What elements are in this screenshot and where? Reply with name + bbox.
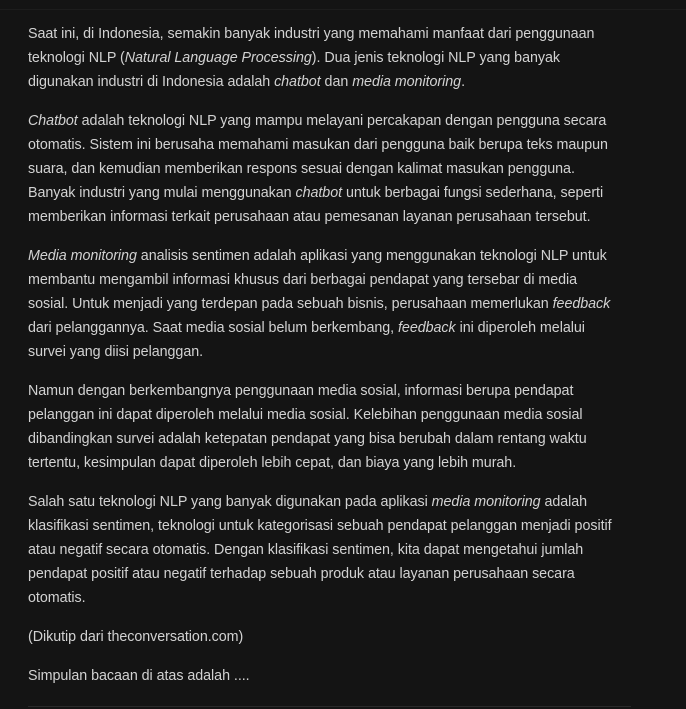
text-run: tertentu, kesimpulan dapat diperoleh lebih cepat, dan biaya yang lebih murah.: [28, 455, 517, 471]
text-line: [28, 205, 648, 229]
text-line: [28, 538, 648, 562]
italic-term: Chatbot: [28, 113, 78, 129]
text-line: [28, 379, 648, 403]
text-run: dan: [320, 74, 353, 90]
text-line: [28, 664, 648, 688]
text-run: suara, dan kemudian memberikan respons sesuai dengan kalimat masukan pengguna.: [28, 161, 575, 177]
text-line: [28, 316, 648, 340]
text-line: [28, 181, 648, 205]
text-run: otomatis.: [28, 590, 86, 606]
text-run: memberikan informasi terkait perusahaan atau pemesanan layanan perusahaan tersebut.: [28, 209, 591, 225]
text-run: Simpulan bacaan di atas adalah ....: [28, 668, 250, 684]
text-run: teknologi NLP (: [28, 50, 125, 66]
text-run: ). Dua jenis teknologi NLP yang banyak: [311, 50, 560, 66]
paragraph-sentiment-classification: [28, 490, 648, 610]
italic-term: media monitoring: [352, 74, 462, 90]
text-line: [28, 625, 648, 649]
text-line: [28, 70, 648, 94]
paragraph-social-media: [28, 379, 648, 475]
text-line: [28, 514, 648, 538]
italic-term: Media monitoring: [28, 248, 137, 264]
text-run: adalah: [540, 494, 588, 510]
italic-term: feedback: [552, 296, 611, 312]
text-run: Salah satu teknologi NLP yang banyak digunakan pada aplikasi: [28, 494, 432, 510]
text-line: [28, 340, 648, 364]
text-line: [28, 586, 648, 610]
text-run: Saat ini, di Indonesia, semakin banyak industri yang memahami manfaat dari penggunaan: [28, 26, 595, 42]
italic-term: chatbot: [295, 185, 343, 201]
paragraph-chatbot: [28, 109, 648, 229]
text-run: (Dikutip dari theconversation.com): [28, 629, 244, 645]
text-line: [28, 562, 648, 586]
text-run: dari pelanggannya. Saat media sosial belum berkembang,: [28, 320, 398, 336]
text-line: [28, 133, 648, 157]
text-run: pendapat positif atau negatif terhadap sebuah produk atau layanan perusahaan secara: [28, 566, 575, 582]
text-run: sosial. Untuk menjadi yang terdepan pada sebuah bisnis, perusahaan memerlukan: [28, 296, 553, 312]
text-run: membantu mengambil informasi khusus dari berbagai pendapat yang tersebar di media: [28, 272, 578, 288]
text-run: adalah teknologi NLP yang mampu melayani percakapan dengan pengguna secara: [77, 113, 607, 129]
text-run: atau negatif secara otomatis. Dengan klasifikasi sentimen, kita dapat mengetahui jumlah: [28, 542, 584, 558]
text-line: [28, 268, 648, 292]
text-run: ini diperoleh melalui: [455, 320, 585, 336]
paragraph-intro: [28, 22, 648, 94]
text-line: [28, 427, 648, 451]
bottom-divider: [28, 706, 631, 707]
text-run: otomatis. Sistem ini berusaha memahami masukan dari pengguna baik berupa teks maupun: [28, 137, 608, 153]
text-line: [28, 490, 648, 514]
italic-term: feedback: [398, 320, 456, 336]
text-run: Namun dengan berkembangnya penggunaan media sosial, informasi berupa pendapat: [28, 383, 574, 399]
text-line: [28, 403, 648, 427]
text-run: dibandingkan survei adalah ketepatan pendapat yang bisa berubah dalam rentang waktu: [28, 431, 587, 447]
text-line: [28, 109, 648, 133]
text-line: [28, 22, 648, 46]
text-line: [28, 46, 648, 70]
question-prompt: [28, 664, 648, 688]
text-run: Banyak industri yang mulai menggunakan: [28, 185, 296, 201]
text-run: .: [461, 74, 465, 90]
text-run: digunakan industri di Indonesia adalah: [28, 74, 275, 90]
text-line: [28, 157, 648, 181]
italic-term: Natural Language Processing: [124, 50, 312, 66]
text-run: untuk berbagai fungsi sederhana, seperti: [342, 185, 604, 201]
italic-term: chatbot: [274, 74, 321, 90]
text-run: klasifikasi sentimen, teknologi untuk kategorisasi sebuah pendapat pelanggan menjadi positif: [28, 518, 612, 534]
italic-term: media monitoring: [431, 494, 541, 510]
paragraph-media-monitoring: [28, 244, 648, 364]
top-divider: [0, 9, 686, 10]
reading-passage: [28, 22, 648, 703]
text-line: [28, 244, 648, 268]
text-line: [28, 451, 648, 475]
text-run: survei yang diisi pelanggan.: [28, 344, 204, 360]
text-run: analisis sentimen adalah aplikasi yang menggunakan teknologi NLP untuk: [136, 248, 607, 264]
source-citation: [28, 625, 648, 649]
text-line: [28, 292, 648, 316]
text-run: pelanggan ini dapat diperoleh melalui media sosial. Kelebihan penggunaan media sosial: [28, 407, 583, 423]
